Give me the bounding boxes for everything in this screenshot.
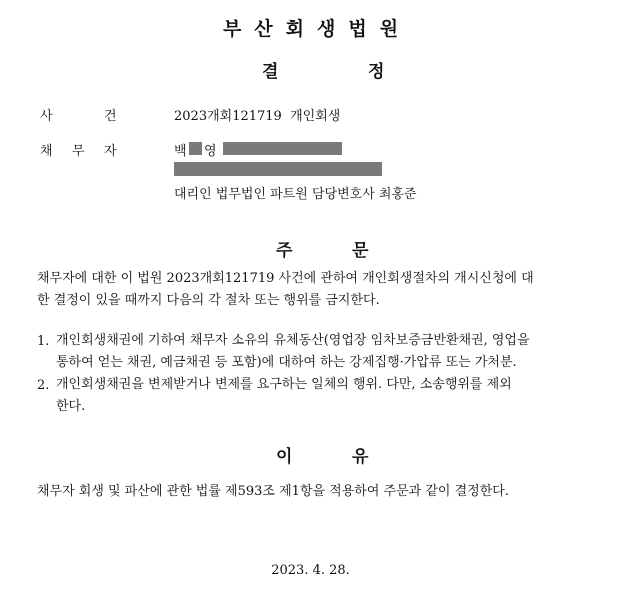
- order-item-1-number: 1.: [37, 334, 50, 349]
- case-label-char-1: 사: [40, 109, 53, 124]
- debtor-label-char-1: 채: [40, 144, 53, 159]
- order-heading-right: 문: [352, 241, 369, 261]
- debtor-name-prefix: 백: [174, 144, 187, 159]
- debtor-representative: 대리인 법무법인 파트원 담당변호사 최홍준: [174, 187, 417, 202]
- court-name: 부산회생법원: [222, 18, 412, 40]
- decision-date: 2023. 4. 28.: [271, 563, 350, 578]
- redacted-id-block: [223, 142, 342, 155]
- order-item-2-line-2: 한다.: [56, 399, 86, 414]
- debtor-label-char-2: 무: [72, 144, 85, 159]
- redacted-address-block: [174, 162, 382, 176]
- reason-heading-left: 이: [276, 447, 293, 467]
- debtor-name-suffix: 영: [204, 144, 217, 159]
- case-label-char-2: 건: [104, 109, 117, 124]
- reason-text: 채무자 회생 및 파산에 관한 법률 제593조 제1항을 적용하여 주문과 같이 결정한다.: [37, 484, 509, 499]
- reason-heading-right: 유: [352, 447, 369, 467]
- order-item-1-line-2: 통하여 얻는 채권, 예금채권 등 포함)에 대하여 하는 강제집행·가압류 또는 가처분.: [56, 355, 517, 370]
- doc-title-left: 결: [262, 62, 279, 82]
- order-item-2-line-1: 개인회생채권을 변제받거나 변제를 요구하는 일체의 행위. 다만, 소송행위를 제외: [56, 377, 512, 392]
- redacted-name-block: [189, 142, 202, 155]
- doc-title-right: 정: [368, 62, 385, 82]
- debtor-label-char-3: 자: [104, 144, 117, 159]
- order-intro-line-1: 채무자에 대한 이 법원 2023개회121719 사건에 관하여 개인회생절차의 개시신청에 대: [37, 271, 534, 286]
- order-heading-left: 주: [276, 241, 293, 261]
- order-item-1-line-1: 개인회생채권에 기하여 채무자 소유의 유체동산(영업장 임차보증금반환채권, 영업을: [56, 333, 530, 348]
- order-item-2-number: 2.: [37, 378, 50, 393]
- case-number: 2023개회121719 개인회생: [174, 109, 341, 124]
- order-intro-line-2: 한 결정이 있을 때까지 다음의 각 절차 또는 행위를 금지한다.: [37, 293, 380, 308]
